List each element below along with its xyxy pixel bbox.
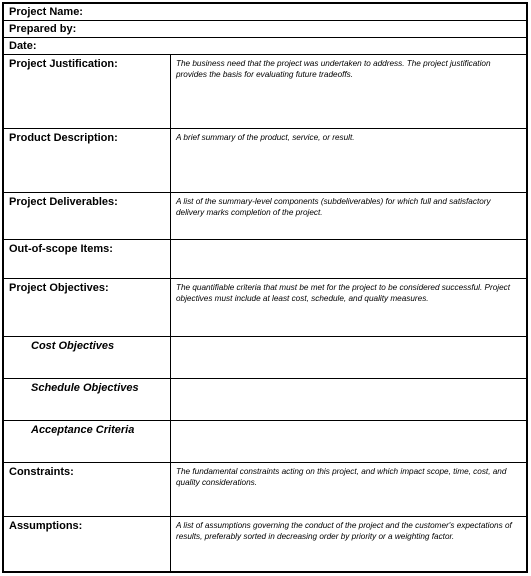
constraints-description: The fundamental constraints acting on this project, and which impact scope, time, cost, and quality considerations. (176, 467, 507, 487)
prepared-by-row (4, 21, 526, 38)
project-deliverables-description: A list of the summary-level components (subdeliverables) for which full and satisfactory delivery marks completion of the project. (176, 197, 491, 217)
schedule-objectives-label: Schedule Objectives (31, 382, 139, 394)
project-justification-row (4, 55, 526, 129)
project-scope-form (2, 2, 528, 573)
acceptance-criteria-row (4, 421, 526, 463)
project-name-label: Project Name: (9, 6, 83, 18)
column-divider (170, 421, 171, 462)
project-objectives-row (4, 279, 526, 337)
schedule-objectives-row (4, 379, 526, 421)
out-of-scope-row (4, 240, 526, 279)
project-justification-description: The business need that the project was undertaken to address. The project justification provides the basis for evaluating future tradeoffs. (176, 59, 491, 79)
assumptions-label: Assumptions: (9, 520, 83, 532)
project-deliverables-row (4, 193, 526, 240)
date-row (4, 38, 526, 55)
column-divider (170, 55, 171, 128)
assumptions-description: A list of assumptions governing the conduct of the project and the customer's expectations of results, preferably sorted in decreasing order by priority or a weighting factor. (176, 521, 512, 541)
cost-objectives-label: Cost Objectives (31, 340, 115, 352)
product-description-description: A brief summary of the product, service, or result. (176, 133, 355, 142)
column-divider (170, 337, 171, 378)
project-objectives-description: The quantifiable criteria that must be met for the project to be considered successful. Project objectives must include at least cost, schedule, and quality measures. (176, 283, 511, 303)
column-divider (170, 517, 171, 571)
project-objectives-label: Project Objectives: (9, 282, 109, 294)
out-of-scope-label: Out-of-scope Items: (9, 243, 113, 255)
constraints-row (4, 463, 526, 517)
project-deliverables-label: Project Deliverables: (9, 196, 118, 208)
prepared-by-label: Prepared by: (9, 23, 77, 35)
assumptions-row (4, 517, 526, 571)
column-divider (170, 193, 171, 239)
column-divider (170, 463, 171, 516)
column-divider (170, 129, 171, 192)
acceptance-criteria-label: Acceptance Criteria (31, 424, 135, 436)
date-label: Date: (9, 40, 37, 52)
column-divider (170, 279, 171, 336)
constraints-label: Constraints: (9, 466, 74, 478)
column-divider (170, 240, 171, 278)
product-description-label: Product Description: (9, 132, 118, 144)
cost-objectives-row (4, 337, 526, 379)
project-name-row (4, 4, 526, 21)
product-description-row (4, 129, 526, 193)
project-justification-label: Project Justification: (9, 58, 118, 70)
column-divider (170, 379, 171, 420)
